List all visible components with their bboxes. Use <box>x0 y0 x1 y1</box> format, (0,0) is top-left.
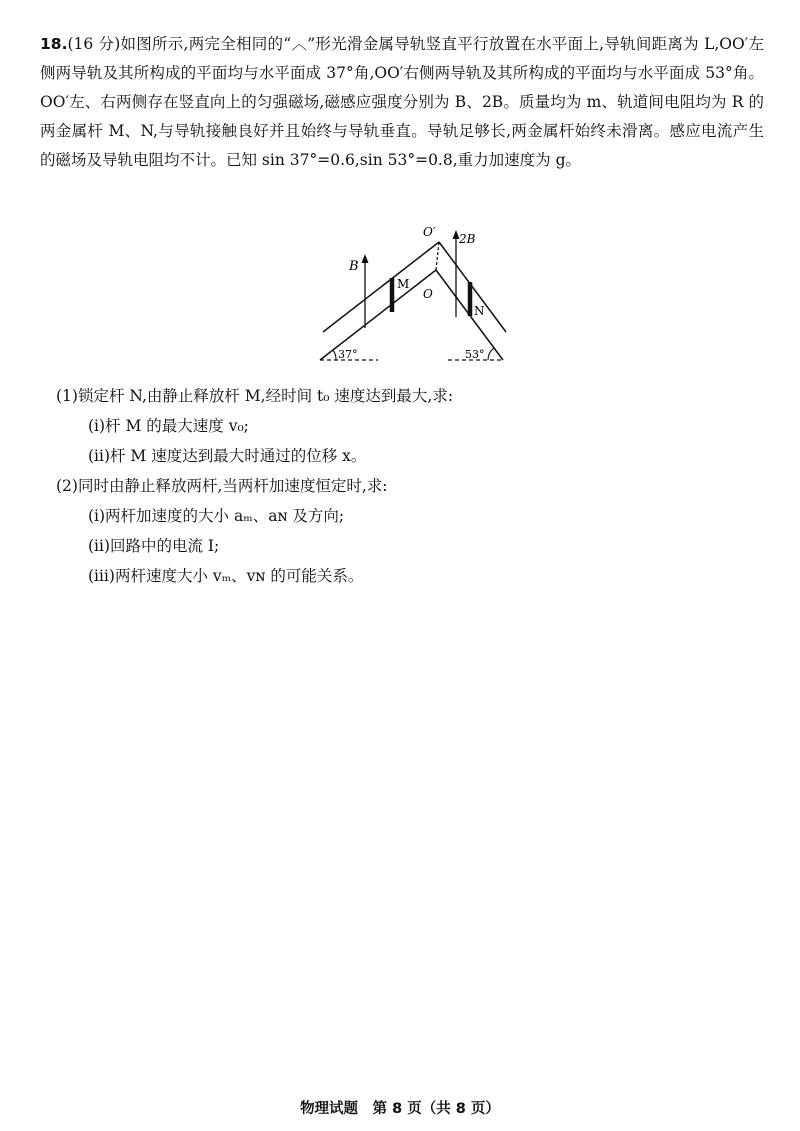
label-m: M <box>397 277 410 291</box>
part-1-ii: (ⅱ)杆 M 速度达到最大时通过的位移 x。 <box>88 447 367 465</box>
rail-left-front <box>320 270 436 360</box>
label-n: N <box>474 304 485 318</box>
label-b-left: B <box>349 259 359 274</box>
label-angle-53: 53° <box>465 348 485 361</box>
stem-text: (16 分)如图所示,两完全相同的“︿”形光滑金属导轨竖直平行放置在水平面上,导轨间距离为 L,OO′左侧两导轨及其所构成的平面均与水平面成 37°角,OO′右侧两导轨及其所构成的平面均与水平面成 53°角。OO′左、右两侧存在竖直向上的匀强磁场,磁感应强度分别为 B、2B。质量均为 m、轨道间电阻均为 R 的两金属杆 M、N,与导轨接触良好并且始终与导轨垂直。导轨足够长,两金属杆始终未滑离。感应电流产生的磁场及导轨电阻均不计。已知 sin 37°=0.6,sin 53°=0.8,重力加速度为 g。 <box>40 35 764 169</box>
part-1-i: (ⅰ)杆 M 的最大速度 v₀; <box>88 417 249 435</box>
part-1: (1)锁定杆 N,由静止释放杆 M,经时间 t₀ 速度达到最大,求: <box>56 387 454 405</box>
angle-arc-right <box>488 348 494 360</box>
rail-left-back <box>323 242 439 332</box>
page-footer: 物理试题 第 8 页（共 8 页） <box>300 1101 500 1117</box>
part-2: (2)同时由静止释放两杆,当两杆加速度恒定时,求: <box>56 477 388 495</box>
oo-prime-line <box>436 242 439 270</box>
part-2-ii: (ⅱ)回路中的电流 I; <box>88 537 220 555</box>
question-number: 18. <box>40 35 68 53</box>
problem-18 <box>40 30 764 175</box>
label-o: O <box>423 287 433 301</box>
rail-diagram <box>308 220 518 370</box>
part-2-i: (ⅰ)两杆加速度的大小 aₘ、aɴ 及方向; <box>88 507 345 525</box>
problem-stem <box>40 30 764 175</box>
part-2-iii: (ⅲ)两杆速度大小 vₘ、vɴ 的可能关系。 <box>88 567 364 585</box>
field-arrow-head-left <box>362 254 369 263</box>
label-angle-37: 37° <box>338 348 358 361</box>
label-2b-right: 2B <box>459 232 476 246</box>
angle-arc-left <box>333 350 336 360</box>
question-parts <box>56 381 756 591</box>
label-o-prime: O′ <box>423 225 436 239</box>
